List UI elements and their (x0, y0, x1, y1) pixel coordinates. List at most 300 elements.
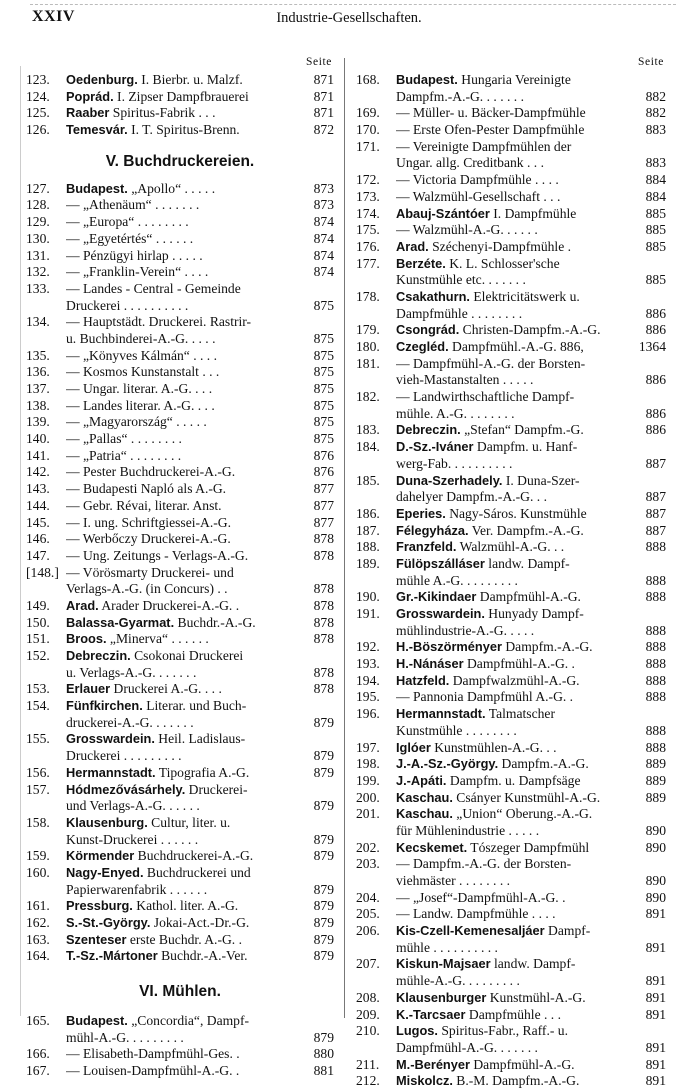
entry-page (638, 256, 666, 273)
index-entry (356, 740, 666, 757)
entry-place: S.-St.-György. (66, 915, 151, 930)
entry-number: 130. (26, 230, 50, 246)
index-entry (356, 973, 666, 990)
entry-text (66, 364, 306, 381)
entry-description: „Stefan“ Dampfm.-G. (460, 422, 584, 438)
entry-text (66, 598, 306, 615)
entry-description: Talmatscher (485, 706, 555, 722)
entry-number: 168. (356, 72, 380, 87)
entry-text (396, 389, 638, 406)
entry-page: 876 (313, 447, 334, 463)
entry-text (396, 306, 638, 323)
entry-number: 184. (356, 439, 380, 455)
entry-page: 875 (313, 397, 334, 413)
entry-place: Miskolcz. (396, 1073, 453, 1089)
entry-description: Spiritus-Fabrik . . . (109, 105, 216, 121)
entry-place: Arad. (396, 238, 429, 254)
entry-description: Dampfm.-A.-G. (501, 639, 593, 655)
entry-number: 127. (26, 180, 50, 196)
entry-page: 878 (313, 681, 334, 697)
entry-page: 873 (313, 197, 334, 213)
entry-number (356, 823, 396, 840)
entry-text (396, 740, 638, 757)
entry-number: 174. (356, 205, 380, 221)
entry-page: 878 (313, 531, 334, 547)
entry-description: — „Patria“ . . . . . . . . (66, 447, 182, 463)
entry-description: Kunstmühle . . . . . . . . (396, 722, 517, 738)
entry-place: Fünfkirchen. (66, 698, 143, 714)
entry-text (66, 681, 306, 698)
entry-page: 891 (645, 1056, 666, 1072)
index-entry (356, 639, 666, 656)
entry-number: 151. (26, 631, 50, 647)
entry-description: Spiritus-Fabr., Raff.- u. (437, 1023, 568, 1039)
entry-page: 874 (313, 247, 334, 263)
index-entry (356, 1023, 666, 1040)
entry-number: 178. (356, 288, 380, 304)
entry-description: — Landes - Central - Gemeinde (66, 280, 241, 296)
index-entry (356, 806, 666, 823)
entry-description: erste Buchdr. A.-G. . (126, 931, 242, 947)
entry-page: 884 (645, 188, 666, 204)
entry-place: Hódmezővásárhely. (66, 781, 186, 797)
index-entry (26, 498, 334, 515)
entry-description: Dampfwalzmühl-A.-G. (449, 672, 580, 688)
entry-page (638, 856, 666, 873)
entry-number: 186. (356, 505, 380, 521)
entry-description: Dampfm.-A.-G. (498, 756, 589, 772)
entry-description: dahelyer Dampfm.-A.-G. . . (396, 489, 547, 505)
entry-place: Iglóer (396, 739, 431, 755)
entry-page: 876 (313, 464, 334, 480)
index-entry (356, 606, 666, 623)
entry-number: 194. (356, 672, 380, 688)
index-entry (356, 289, 666, 306)
entry-page (638, 356, 666, 373)
entry-text (66, 882, 306, 899)
entry-number: 126. (26, 122, 50, 138)
entry-text (396, 473, 638, 490)
entry-text (66, 1030, 306, 1047)
index-entry (356, 539, 666, 556)
top-rule (30, 4, 676, 5)
entry-description: — Dampfm.-A.-G. der Borsten- (396, 856, 572, 872)
entry-number: 146. (26, 531, 50, 547)
entry-page: 874 (313, 264, 334, 280)
entry-text (396, 72, 638, 89)
entry-text (66, 214, 306, 231)
entry-description: — Landes literar. A.-G. . . . (66, 397, 215, 413)
index-entry (26, 915, 334, 932)
entry-page: 879 (313, 848, 334, 864)
entry-page: 891 (645, 939, 666, 955)
entry-page: 888 (645, 639, 666, 655)
entry-place: Debreczin. (396, 422, 461, 438)
entry-place: Czegléd. (396, 339, 449, 354)
index-entry (26, 181, 334, 198)
entry-text (396, 539, 638, 556)
index-entry (26, 898, 334, 915)
entry-page: 887 (645, 522, 666, 538)
entry-text (396, 706, 638, 723)
entry-number: 199. (356, 772, 380, 788)
entry-number: 125. (26, 105, 50, 121)
entry-number: 181. (356, 355, 380, 371)
entry-number: 167. (26, 1063, 50, 1079)
entry-number: 152. (26, 648, 50, 663)
entry-description: — „Josef“-Dampfmühl-A.-G. . (396, 889, 566, 905)
index-entry (26, 681, 334, 698)
entry-page: 888 (645, 689, 666, 705)
entry-description: Csányer Kunstmühl-A.-G. (452, 789, 601, 805)
entry-page: 877 (313, 497, 334, 513)
entry-page: 874 (313, 214, 334, 230)
entry-place: Kaschau. (396, 789, 453, 805)
entry-text (66, 832, 306, 849)
entry-description: mühle-A.-G. . . . . . . . . (396, 973, 520, 989)
index-entry (356, 940, 666, 957)
entry-description: Tószeger Dampfmühl (467, 839, 590, 855)
entry-number: 142. (26, 464, 50, 480)
entry-description: Druckerei A.-G. . . . (110, 681, 222, 697)
entry-text (396, 973, 638, 990)
entry-text (66, 698, 306, 715)
page-number: XXIV (32, 8, 75, 25)
index-entry (26, 298, 334, 315)
entry-number: 183. (356, 422, 380, 438)
entry-description: Arader Druckerei-A.-G. . (98, 597, 240, 613)
entry-text (66, 105, 306, 122)
entry-page (306, 565, 334, 582)
entry-number (26, 331, 66, 348)
entry-page: 887 (645, 505, 666, 521)
index-entry (356, 773, 666, 790)
index-entry (356, 790, 666, 807)
index-entry (26, 105, 334, 122)
index-entry (26, 464, 334, 481)
entry-place: H.-Böszörményer (396, 639, 502, 655)
entry-number (356, 155, 396, 172)
entry-page: 871 (313, 72, 334, 87)
entry-text (396, 723, 638, 740)
entry-text (66, 932, 306, 949)
page-title: Industrie-Gesellschaften. (276, 10, 422, 26)
index-entry (26, 698, 334, 715)
entry-description: — Vörösmarty Druckerei- und (66, 564, 234, 580)
index-entry (356, 439, 666, 456)
entry-text (396, 673, 638, 690)
entry-text (396, 806, 638, 823)
entry-number: 169. (356, 105, 380, 121)
index-entry (26, 214, 334, 231)
entry-text (396, 606, 638, 623)
entry-text (66, 264, 306, 281)
entry-description: werg-Fab. . . . . . . . . . (396, 455, 513, 471)
left-margin-rule (20, 66, 21, 1016)
entry-place: Debreczin. (66, 648, 131, 663)
entry-page: 871 (313, 88, 334, 104)
index-entry (356, 723, 666, 740)
entry-text (396, 89, 638, 106)
index-entry (356, 72, 666, 89)
index-entry (356, 155, 666, 172)
entry-description: Kunstmühle etc. . . . . . . (396, 272, 526, 288)
entry-text (66, 197, 306, 214)
entry-text (66, 89, 306, 106)
index-entry (26, 598, 334, 615)
index-entry (26, 798, 334, 815)
entry-page: 878 (313, 581, 334, 597)
entry-description: — Landwirthschaftliche Dampf- (396, 389, 575, 405)
entry-number: 187. (356, 522, 380, 538)
entry-text (396, 556, 638, 573)
entry-page: 888 (645, 672, 666, 688)
entry-page: 882 (645, 88, 666, 104)
entry-page: 872 (313, 122, 334, 138)
entry-page: 875 (313, 297, 334, 313)
index-entry (356, 389, 666, 406)
entry-page (306, 865, 334, 882)
entry-place: Temesvár. (66, 122, 128, 138)
entry-page: 891 (645, 1039, 666, 1055)
entry-text (396, 1023, 638, 1040)
entry-number: 209. (356, 1006, 380, 1022)
entry-text (396, 523, 638, 540)
index-entry (26, 848, 334, 865)
index-entry (356, 122, 666, 139)
entry-page: 890 (645, 889, 666, 905)
entry-number (356, 573, 396, 590)
entry-description: — Müller- u. Bäcker-Dampfmühle (396, 105, 586, 121)
entry-description: „Apollo“ . . . . . (127, 180, 216, 196)
entry-page: 879 (313, 798, 334, 814)
index-entry (26, 731, 334, 748)
entry-page (638, 439, 666, 456)
entry-number: 179. (356, 322, 380, 338)
index-entry (356, 573, 666, 590)
entry-place: Duna-Szerhadely. (396, 472, 503, 488)
entry-description: I. Bierbr. u. Malzf. (137, 72, 243, 87)
entry-text (396, 856, 638, 873)
entry-number: 145. (26, 514, 50, 530)
entry-text (396, 823, 638, 840)
entry-number: 147. (26, 547, 50, 563)
entry-number: 202. (356, 839, 380, 855)
entry-text (396, 339, 638, 356)
index-entry (26, 1030, 334, 1047)
entry-number: 172. (356, 172, 380, 188)
index-entry (26, 448, 334, 465)
entry-description: Dampfmühl-A.-G. (469, 1056, 575, 1072)
entry-number (356, 623, 396, 640)
entry-description: Verlags-A.-G. (in Concurs) . . (66, 581, 228, 597)
entry-page (638, 473, 666, 490)
index-entry (356, 656, 666, 673)
entry-description: — Budapesti Napló als A.-G. (66, 481, 227, 497)
index-entry (356, 272, 666, 289)
index-entry (26, 948, 334, 965)
entry-page: 886 (645, 422, 666, 438)
index-entry (356, 422, 666, 439)
left-column (26, 56, 334, 1080)
entry-text (66, 1013, 306, 1030)
entry-text (66, 615, 306, 632)
entry-description: „Minerva“ . . . . . . (106, 631, 209, 647)
entry-page (306, 698, 334, 715)
index-entry (356, 556, 666, 573)
entry-text (66, 231, 306, 248)
entry-number: 153. (26, 681, 50, 697)
entry-place: Oedenburg. (66, 72, 138, 87)
entry-text (66, 581, 306, 598)
index-entry (26, 72, 334, 89)
entry-text (396, 206, 638, 223)
entry-text (396, 923, 638, 940)
entry-text (66, 748, 306, 765)
entry-description: Széchenyi-Dampfmühle . (428, 238, 572, 254)
index-entry (26, 782, 334, 799)
index-entry (356, 756, 666, 773)
entry-text (396, 272, 638, 289)
entry-description: Dampfm.-A.-G. . . . . . . (396, 88, 524, 104)
entry-number: 124. (26, 88, 50, 104)
entry-page: 885 (645, 272, 666, 288)
entry-page: 889 (645, 756, 666, 772)
entry-number: 210. (356, 1023, 380, 1039)
entry-place: T.-Sz.-Mártoner (66, 948, 158, 964)
entry-description: Druckerei . . . . . . . . . . (66, 297, 189, 313)
index-entry (26, 1046, 334, 1063)
index-entry (356, 206, 666, 223)
index-entry (356, 1073, 666, 1090)
entry-description: Dampfmühl-A.-G. . . . . . . (396, 1039, 538, 1055)
entry-page (638, 556, 666, 573)
entry-description: Nagy-Sáros. Kunstmühle (445, 505, 587, 521)
entry-place: Klausenburger (396, 989, 487, 1005)
entry-text (396, 356, 638, 373)
entry-description: — „Athenäum“ . . . . . . . (66, 197, 200, 213)
entry-page (638, 706, 666, 723)
entry-number: 195. (356, 689, 380, 705)
entry-number (356, 489, 396, 506)
entry-description: B.-M. Dampfm.-A.-G. (452, 1073, 580, 1089)
entry-description: Hunyady Dampf- (484, 606, 584, 621)
entry-description: — Hauptstädt. Druckerei. Rastrir- (66, 314, 252, 330)
entry-number: 166. (26, 1046, 50, 1062)
entry-text (66, 731, 306, 748)
entry-number: 176. (356, 238, 380, 254)
entry-text (66, 464, 306, 481)
entry-description: Elektricitätswerk u. (469, 288, 580, 304)
entry-description: Heil. Ladislaus- (154, 731, 246, 747)
entry-place: Kaschau. (396, 806, 453, 822)
entry-number (356, 306, 396, 323)
entry-number: 204. (356, 889, 380, 905)
entry-text (396, 573, 638, 590)
entry-text (66, 815, 306, 832)
entry-page (306, 782, 334, 799)
entry-number: 193. (356, 656, 380, 672)
entry-place: Broos. (66, 631, 107, 647)
entry-description: — Dampfmühl-A.-G. der Borsten- (396, 355, 586, 371)
entry-number: 156. (26, 764, 50, 780)
entry-number (26, 1030, 66, 1047)
entry-text (66, 898, 306, 915)
entry-place: Hatzfeld. (396, 672, 450, 688)
entry-number: 206. (356, 923, 380, 939)
entry-page: 889 (645, 789, 666, 805)
entry-number: 139. (26, 414, 50, 430)
entry-number (356, 940, 396, 957)
index-entry (356, 523, 666, 540)
entry-page: 878 (313, 664, 334, 680)
index-entry (26, 197, 334, 214)
entry-text (66, 314, 306, 331)
entry-text (396, 489, 638, 506)
entry-number: 212. (356, 1073, 380, 1089)
entry-number: 159. (26, 848, 50, 864)
entry-page: 887 (645, 455, 666, 471)
entry-text (66, 72, 306, 89)
entry-page: 879 (313, 748, 334, 764)
entry-text (396, 222, 638, 239)
entry-place: Kiskun-Majsaer (396, 956, 491, 972)
entry-place: J.-Apáti. (396, 772, 447, 788)
entry-page (306, 281, 334, 298)
entry-page (306, 648, 334, 665)
entry-number: 131. (26, 247, 50, 263)
entry-description: — Walzmühl-A.-G. . . . . . (396, 222, 538, 238)
entry-description: K. L. Schlosser'sche (445, 255, 560, 271)
entry-description: Cultur, liter. u. (147, 814, 231, 830)
index-entry (356, 189, 666, 206)
index-entry (356, 1057, 666, 1074)
entry-place: H.-Nánáser (396, 656, 464, 672)
entry-description: Dampfmühle . . . (465, 1006, 561, 1022)
entry-page (638, 289, 666, 306)
entry-page: 875 (313, 414, 334, 430)
entry-number: 164. (26, 948, 50, 964)
entry-page: 888 (645, 539, 666, 555)
entry-page (306, 731, 334, 748)
entry-description: — Victoria Dampfmühle . . . . (396, 172, 559, 188)
index-entry (26, 89, 334, 106)
entry-description: für Mühlenindustrie . . . . . (396, 822, 540, 838)
entry-number: 138. (26, 397, 50, 413)
entry-number: 171. (356, 138, 380, 154)
page-header (30, 8, 668, 30)
entry-number: 162. (26, 915, 50, 930)
entry-page: 891 (645, 1006, 666, 1022)
entry-description: — „Franklin-Verein“ . . . . (66, 264, 209, 280)
entry-page: 875 (313, 364, 334, 380)
index-entry (26, 665, 334, 682)
entry-description: Tipografia A.-G. (155, 764, 250, 780)
entry-number (26, 798, 66, 815)
entry-description: — „Pallas“ . . . . . . . . (66, 431, 182, 447)
index-entry (356, 623, 666, 640)
entry-text (396, 122, 638, 139)
entry-page: 886 (645, 405, 666, 421)
entry-text (396, 139, 638, 156)
index-entry (26, 314, 334, 331)
index-entry (356, 673, 666, 690)
entry-text (396, 1007, 638, 1024)
entry-description: Dampfm. u. Dampfsäge (446, 772, 581, 788)
index-entry (356, 990, 666, 1007)
entry-text (396, 1073, 638, 1090)
entry-text (396, 239, 638, 256)
